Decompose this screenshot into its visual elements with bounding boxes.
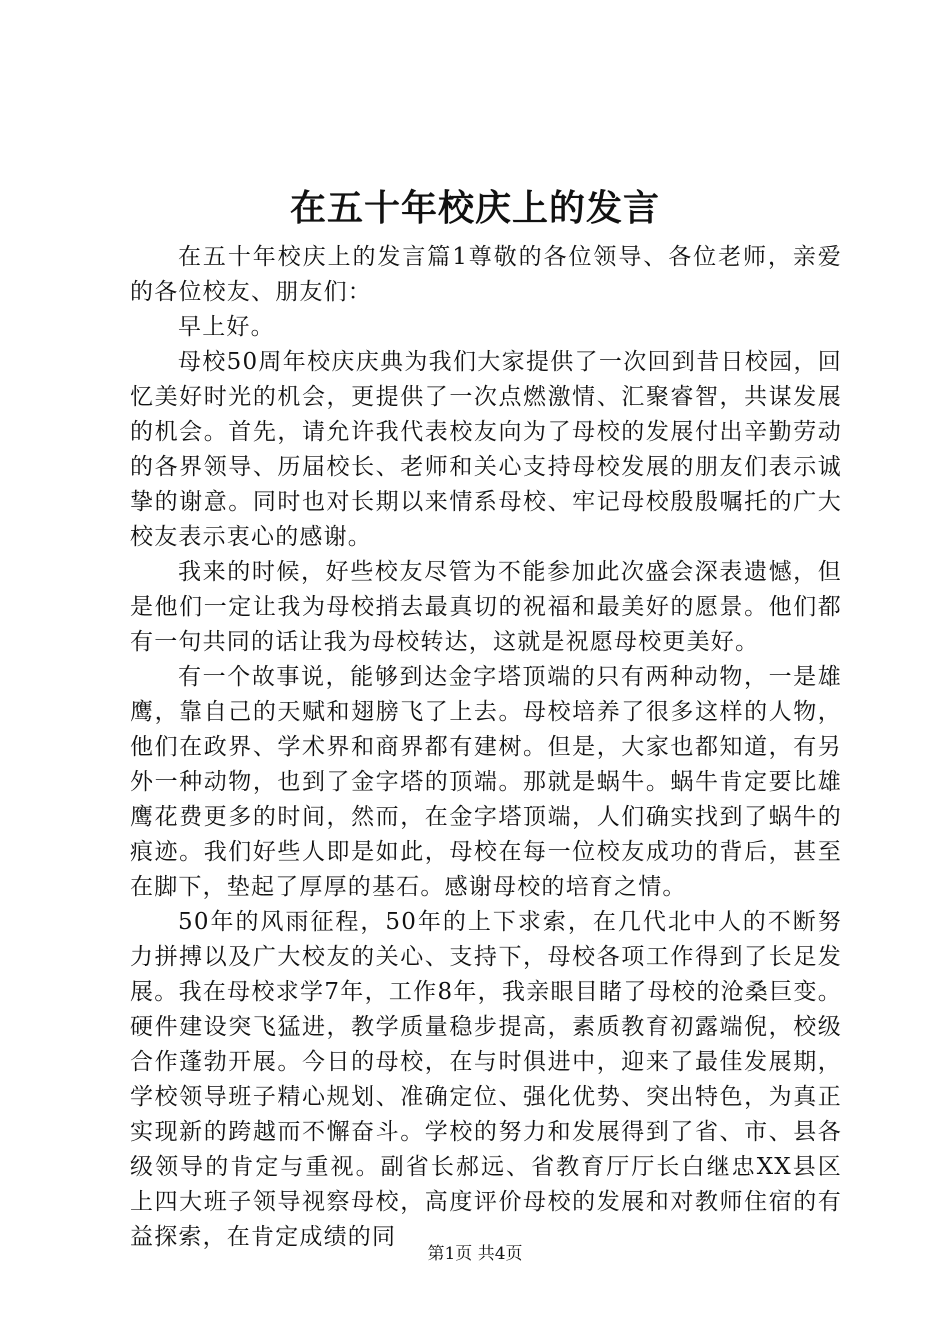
paragraph: 50年的风雨征程，50年的上下求索，在几代北中人的不断努力拼搏以及广大校友的关心、支持下，母校各项工作得到了长足发展。我在母校求学7年，工作8年，我亲眼目睹了母校的沧桑巨变。硬件建设突飞猛进，教学质量稳步提高，素质教育初露端倪，校级合作蓬勃开展。今日的母校，在与时俱进中，迎来了最佳发展期，学校领导班子精心规划、准确定位、强化优势、突出特色，为真正实现新的跨越而不懈奋斗。学校的努力和发展得到了省、市、县各级领导的肯定与重视。副省长郝远、省教育厅厅长白继忠XX县区上四大班子领导视察母校，高度评价母校的发展和对教师住宿的有益探索，在肯定成绩的同: [130, 909, 842, 1250]
paragraph: 早上好。: [178, 314, 275, 340]
paragraph: 母校50周年校庆庆典为我们大家提供了一次回到昔日校园，回忆美好时光的机会，更提供了一次点燃激情、汇聚睿智，共谋发展的机会。首先，请允许我代表校友向为了母校的发展付出辛勤劳动的各界领导、历届校长、老师和关心支持母校发展的朋友们表示诚挚的谢意。同时也对长期以来情系母校、牢记母校殷殷嘱托的广大校友表示衷心的感谢。: [130, 349, 842, 550]
page-number-footer: 第1页 共4页: [427, 1244, 523, 1264]
paragraph: 有一个故事说，能够到达金字塔顶端的只有两种动物，一是雄鹰，靠自己的天赋和翅膀飞了上去。母校培养了很多这样的人物，他们在政界、学术界和商界都有建树。但是，大家也都知道，有另外一种动物，也到了金字塔的顶端。那就是蜗牛。蜗牛肯定要比雄鹰花费更多的时间，然而，在金字塔顶端，人们确实找到了蜗牛的痕迹。我们好些人即是如此，母校在每一位校友成功的背后，甚至在脚下，垫起了厚厚的基石。感谢母校的培育之情。: [130, 664, 842, 900]
document-body: [130, 240, 842, 1255]
document-title: 在五十年校庆上的发言: [289, 187, 660, 229]
paragraph: 在五十年校庆上的发言篇1尊敬的各位领导、各位老师，亲爱的各位校友、朋友们：: [130, 244, 842, 305]
paragraph: 我来的时候，好些校友尽管为不能参加此次盛会深表遗憾，但是他们一定让我为母校捎去最真切的祝福和最美好的愿景。他们都有一句共同的话让我为母校转达，这就是祝愿母校更美好。: [130, 559, 842, 655]
